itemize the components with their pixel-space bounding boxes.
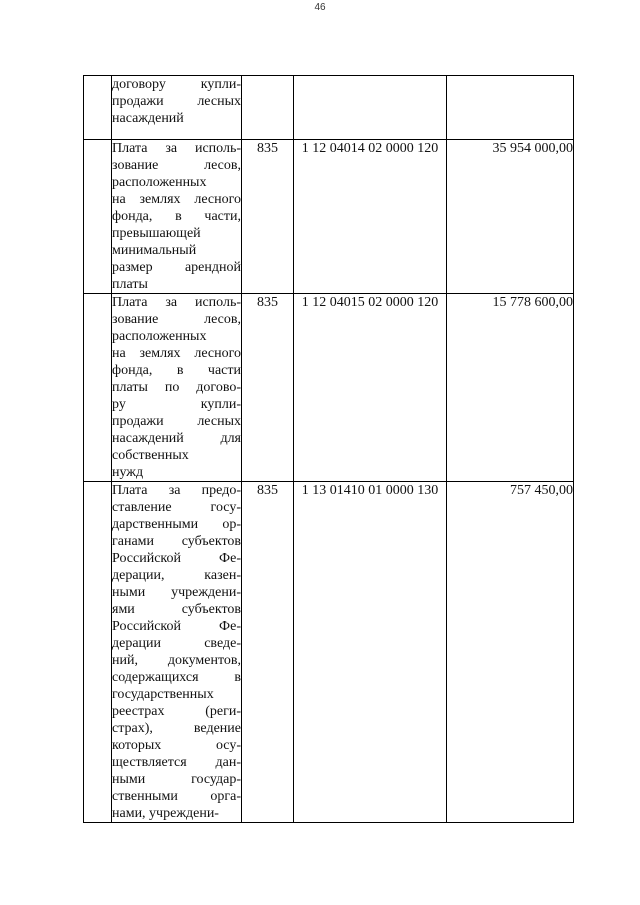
income-name-cell (112, 294, 242, 482)
admin-code-cell (242, 76, 294, 140)
income-name-line: ями субъектов (112, 602, 241, 617)
table-row (84, 482, 574, 823)
income-name-line: на землях лесного (112, 346, 241, 361)
income-name-line: ными государ- (112, 772, 241, 787)
income-name-line: дарственными ор- (112, 517, 241, 532)
budget-code-cell: 1 12 04015 02 0000 120 (294, 294, 447, 482)
income-name-line: фонда, в части (112, 363, 241, 378)
admin-code-cell: 835 (242, 294, 294, 482)
income-name-line: ний, документов, (112, 653, 241, 668)
income-name-line: минимальный (112, 243, 197, 258)
income-name-line: Плата за предо- (112, 483, 241, 498)
income-name-line: расположенных (112, 329, 207, 344)
income-name-line: продажи лесных (112, 94, 241, 109)
income-name-line: зование лесов, (112, 158, 241, 173)
income-name-line: ру купли- (112, 397, 241, 412)
income-name-line: ными учреждени- (112, 585, 241, 600)
income-name-line: дерации, казен- (112, 568, 241, 583)
income-name-line: Плата за исполь- (112, 141, 241, 156)
income-name-line: насаждений (112, 111, 184, 126)
amount-cell: 35 954 000,00 (447, 140, 574, 294)
income-name-line: нужд (112, 465, 144, 480)
income-name-cell (112, 482, 242, 823)
income-name-line: ганами субъектов (112, 534, 241, 549)
admin-code-cell: 835 (242, 140, 294, 294)
income-name-cell (112, 76, 242, 140)
income-name-line: собственных (112, 448, 189, 463)
amount-cell (447, 76, 574, 140)
income-name-line: превышающей (112, 226, 201, 241)
income-name-line: содержащихся в (112, 670, 241, 685)
income-name-line: Плата за исполь- (112, 295, 241, 310)
income-name-line: дерации сведе- (112, 636, 241, 651)
income-name-line: зование лесов, (112, 312, 241, 327)
table-row (84, 140, 574, 294)
budget-code-cell (294, 76, 447, 140)
row-number-cell (84, 140, 112, 294)
income-name-line: ставление госу- (112, 500, 241, 515)
income-name-line: страх), ведение (112, 721, 241, 736)
budget-table (83, 75, 574, 823)
income-name-line: платы по догово- (112, 380, 241, 395)
income-name-line: государственных (112, 687, 214, 702)
income-name-line: договору купли- (112, 77, 241, 92)
income-name-line: реестрах (реги- (112, 704, 241, 719)
income-name-line: расположенных (112, 175, 207, 190)
income-name-line: ществляется дан- (112, 755, 241, 770)
income-name-line: размер арендной (112, 260, 241, 275)
budget-code-cell: 1 12 04014 02 0000 120 (294, 140, 447, 294)
amount-cell: 757 450,00 (447, 482, 574, 823)
income-name-line: ственными орга- (112, 789, 241, 804)
row-number-cell (84, 482, 112, 823)
row-number-cell (84, 294, 112, 482)
income-name-line: платы (112, 277, 148, 292)
amount-cell: 15 778 600,00 (447, 294, 574, 482)
admin-code-cell: 835 (242, 482, 294, 823)
row-number-cell (84, 76, 112, 140)
budget-code-cell: 1 13 01410 01 0000 130 (294, 482, 447, 823)
income-name-line: насаждений для (112, 431, 241, 446)
income-name-line: продажи лесных (112, 414, 241, 429)
page-number: 46 (314, 2, 326, 13)
income-name-line: Российской Фе- (112, 619, 241, 634)
income-name-line: Российской Фе- (112, 551, 241, 566)
income-name-cell (112, 140, 242, 294)
income-name-line: нами, учреждени- (112, 806, 219, 821)
table-row (84, 76, 574, 140)
table-row (84, 294, 574, 482)
income-name-line: которых осу- (112, 738, 241, 753)
income-name-line: на землях лесного (112, 192, 241, 207)
income-name-line: фонда, в части, (112, 209, 241, 224)
